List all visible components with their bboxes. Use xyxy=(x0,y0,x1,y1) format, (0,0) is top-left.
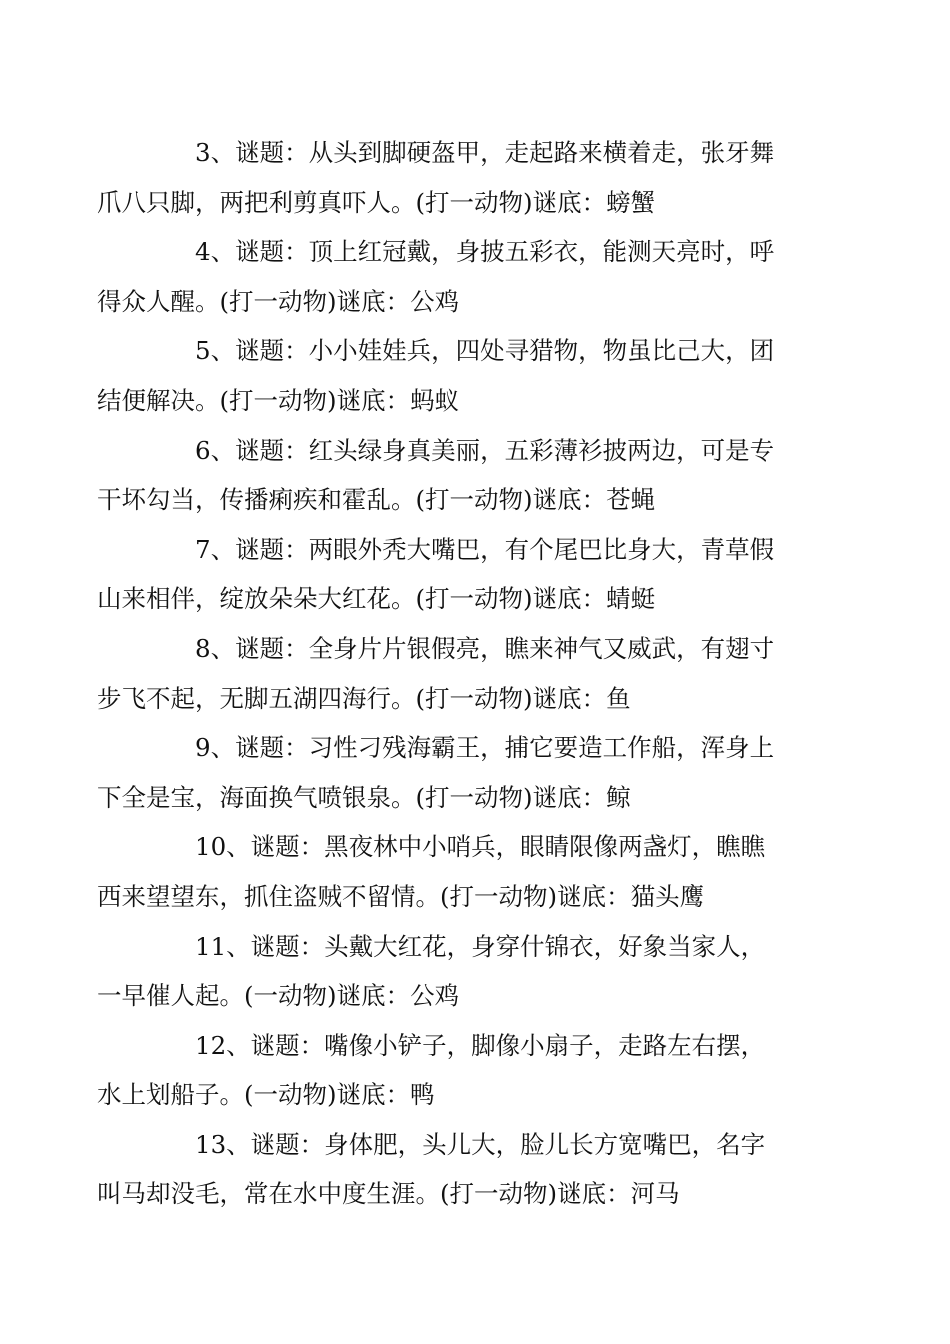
riddle-3-line-1: 3、谜题：从头到脚硬盔甲，走起路来横着走，张牙舞 xyxy=(195,138,775,167)
riddle-list xyxy=(97,128,808,1219)
riddle-7-line-1: 7、谜题：两眼外秃大嘴巴，有个尾巴比身大，青草假 xyxy=(195,534,775,564)
riddle-13-line-1: 13、谜题：身体肥，头儿大，脸儿长方宽嘴巴，名字 xyxy=(195,1129,766,1159)
riddle-paragraph-6 xyxy=(97,426,808,525)
riddle-9-line-2: 下全是宝，海面换气喷银泉。(打一动物)谜底：鲸 xyxy=(97,782,631,812)
riddle-10-line-2: 西来望望东，抓住盗贼不留情。(打一动物)谜底：猫头鹰 xyxy=(97,881,705,911)
riddle-4-line-1: 4、谜题：顶上红冠戴，身披五彩衣，能测天亮时，呼 xyxy=(195,237,775,267)
riddle-5-line-2: 结便解决。(打一动物)谜底：蚂蚁 xyxy=(97,385,460,415)
riddle-paragraph-11 xyxy=(97,922,808,1021)
riddle-paragraph-10 xyxy=(97,822,808,921)
riddle-8-line-2: 步飞不起，无脚五湖四海行。(打一动物)谜底：鱼 xyxy=(97,683,631,713)
riddle-4-line-2: 得众人醒。(打一动物)谜底：公鸡 xyxy=(97,286,460,316)
riddle-13-line-2: 叫马却没毛，常在水中度生涯。(打一动物)谜底：河马 xyxy=(97,1179,680,1209)
riddle-paragraph-7 xyxy=(97,525,808,624)
riddle-3-line-2: 爪八只脚，两把利剪真吓人。(打一动物)谜底：螃蟹 xyxy=(97,187,656,217)
riddle-12-line-2: 水上划船子。(一动物)谜底：鸭 xyxy=(97,1080,435,1110)
riddle-paragraph-8 xyxy=(97,624,808,723)
riddle-5-line-1: 5、谜题：小小娃娃兵，四处寻猎物，物虽比己大，团 xyxy=(195,336,775,366)
riddle-6-line-2: 干坏勾当，传播痢疾和霍乱。(打一动物)谜底：苍蝇 xyxy=(97,485,656,515)
riddle-paragraph-4 xyxy=(97,227,808,326)
riddle-10-line-1: 10、谜题：黑夜林中小哨兵，眼睛限像两盏灯，瞧瞧 xyxy=(195,832,766,862)
riddle-paragraph-5 xyxy=(97,326,808,425)
riddle-paragraph-9 xyxy=(97,723,808,822)
riddle-paragraph-3 xyxy=(97,128,808,227)
riddle-6-line-1: 6、谜题：红头绿身真美丽，五彩薄衫披两边，可是专 xyxy=(195,435,775,465)
riddle-9-line-1: 9、谜题：习性刁残海霸王，捕它要造工作船，浑身上 xyxy=(195,733,775,763)
riddle-paragraph-13 xyxy=(97,1120,808,1219)
riddle-8-line-1: 8、谜题：全身片片银假亮，瞧来神气又威武，有翅寸 xyxy=(195,633,775,663)
riddle-11-line-2: 一早催人起。(一动物)谜底：公鸡 xyxy=(97,981,460,1011)
riddle-paragraph-12 xyxy=(97,1021,808,1120)
riddle-12-line-1: 12、谜题：嘴像小铲子，脚像小扇子，走路左右摆， xyxy=(195,1030,766,1060)
riddle-11-line-1: 11、谜题：头戴大红花，身穿什锦衣，好象当家人， xyxy=(195,931,766,961)
riddle-7-line-2: 山来相伴，绽放朵朵大红花。(打一动物)谜底：蜻蜓 xyxy=(97,584,656,614)
